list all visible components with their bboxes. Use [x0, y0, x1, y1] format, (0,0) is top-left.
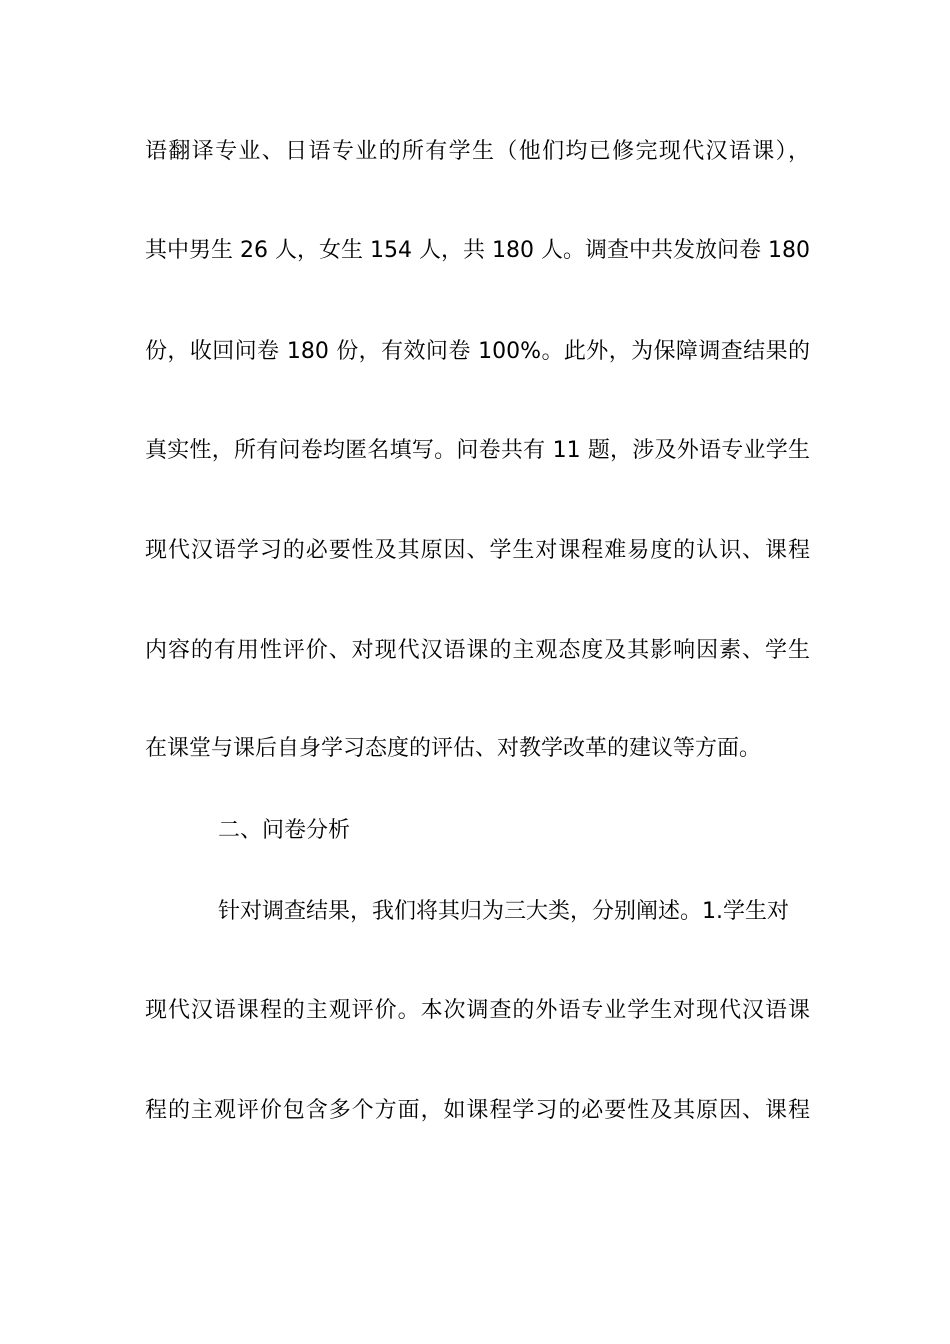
- paragraph-line: 针对调查结果，我们将其归为三大类，分别阐述。1.学生对: [218, 899, 789, 924]
- paragraph-line: 现代汉语学习的必要性及其原因、学生对课程难易度的认识、课程: [145, 538, 810, 563]
- section-heading: 二、问卷分析: [218, 818, 351, 843]
- paragraph-line: 现代汉语课程的主观评价。本次调查的外语专业学生对现代汉语课: [145, 998, 810, 1023]
- paragraph-line: 在课堂与课后自身学习态度的评估、对教学改革的建议等方面。: [145, 736, 762, 761]
- paragraph-line: 内容的有用性评价、对现代汉语课的主观态度及其影响因素、学生: [145, 638, 810, 663]
- paragraph-line: 其中男生 26 人，女生 154 人，共 180 人。调查中共发放问卷 180: [145, 238, 810, 263]
- paragraph-line: 程的主观评价包含多个方面，如课程学习的必要性及其原因、课程: [145, 1098, 810, 1123]
- paragraph-line: 真实性，所有问卷均匿名填写。问卷共有 11 题，涉及外语专业学生: [145, 438, 810, 463]
- paragraph-line: 份，收回问卷 180 份，有效问卷 100%。此外，为保障调查结果的: [145, 339, 810, 364]
- paragraph-line: 语翻译专业、日语专业的所有学生（他们均已修完现代汉语课），: [145, 139, 810, 164]
